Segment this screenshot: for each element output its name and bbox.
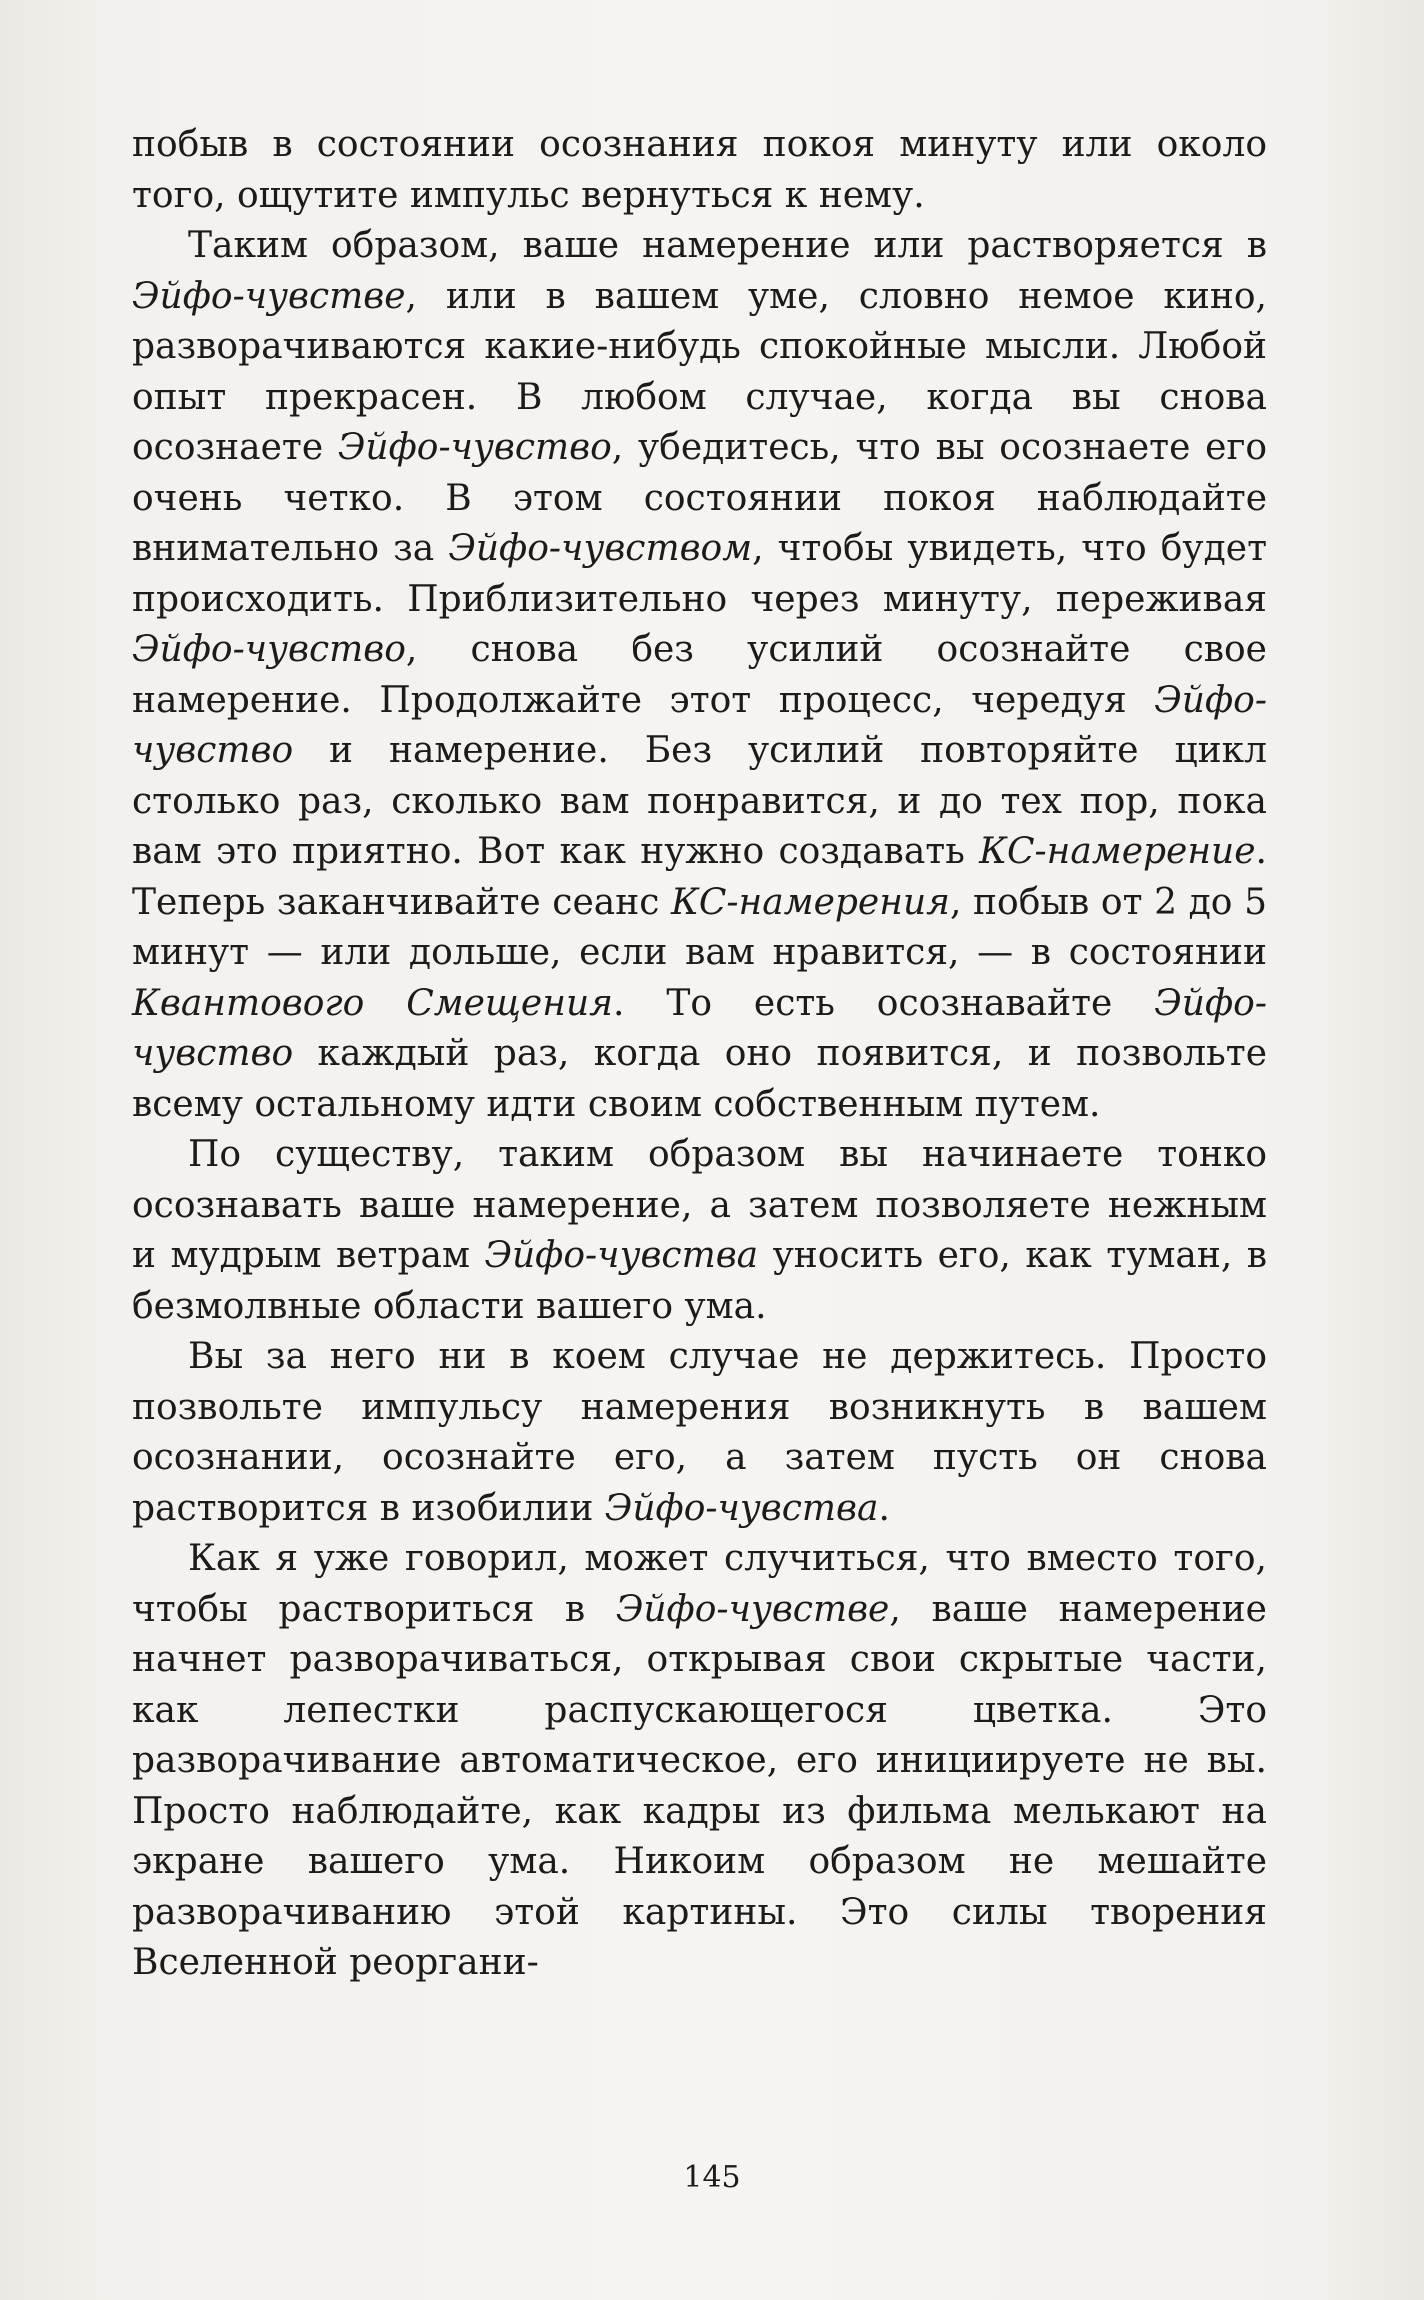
text-run: , побыв от 2 до 5 минут — или дольше, если вам нравится, — в состоянии xyxy=(132,881,1267,973)
body-text xyxy=(132,120,1267,1989)
italic-phrase: Эйфо-чувства xyxy=(484,1235,759,1276)
paragraph-5 xyxy=(132,1534,1267,1989)
text-run: , снова без усилий осознайте свое намерение. Продолжайте этот процесс, чередуя xyxy=(132,629,1267,721)
text-run: Вы за него ни в коем случае не держитесь. Просто позвольте импульсу намерения возникнуть в вашем осознании, осознайте его, а затем пусть он снова растворится в изобилии xyxy=(132,1336,1267,1529)
italic-phrase: Эйфо-чувство xyxy=(132,679,1267,771)
paragraph-4 xyxy=(132,1332,1267,1534)
paragraph-3 xyxy=(132,1130,1267,1332)
text-run: , или в вашем уме, словно немое кино, разворачиваются какие-нибудь спокойные мысли. Любой опыт прекрасен. В любом случае, когда вы снова осознаете xyxy=(132,275,1267,468)
italic-phrase: Эйфо-чувства xyxy=(604,1487,879,1529)
italic-phrase: Эйфо-чувство xyxy=(132,982,1268,1074)
italic-phrase: Эйфо-чувство xyxy=(132,629,406,670)
italic-phrase: Эйфо-чувстве xyxy=(615,1588,890,1630)
italic-phrase: КС-намерения xyxy=(670,881,950,923)
page-number: 145 xyxy=(683,2160,741,2195)
italic-phrase: Квантового Смещения xyxy=(132,982,613,1024)
text-run: . То есть осознавайте xyxy=(612,982,1155,1024)
text-run: , чтобы увидеть, что будет происходить. Приблизительно через минуту, переживая xyxy=(132,528,1267,620)
italic-phrase: Эйфо-чувство xyxy=(337,427,612,468)
text-run: Таким образом, ваше намерение или растворяется в xyxy=(188,225,1267,266)
paragraph-1 xyxy=(132,120,1267,221)
italic-phrase: КС-намерение xyxy=(979,831,1256,872)
text-run: . Теперь заканчивайте сеанс xyxy=(132,831,1267,923)
text-run: побыв в состоянии осознания покоя минуту или около того, ощутите импульс вернуться к нему. xyxy=(132,124,1267,216)
text-run: уносить его, как туман, в безмолвные области вашего ума. xyxy=(132,1235,1267,1327)
paragraph-2 xyxy=(132,221,1267,1130)
text-run: и намерение. Без усилий повторяйте цикл столько раз, сколько вам понравится, и до тех пор, пока вам это приятно. Вот как нужно создавать xyxy=(132,730,1267,872)
text-run: По существу, таким образом вы начинаете тонко осознавать ваше намерение, а затем позволяете нежным и мудрым ветрам xyxy=(132,1134,1267,1276)
text-run: Как я уже говорил, может случиться, что вместо того, чтобы раствориться в xyxy=(132,1538,1267,1630)
text-run: . xyxy=(878,1487,890,1529)
text-run: , убедитесь, что вы осознаете его очень четко. В этом состоянии покоя наблюдайте внимательно за xyxy=(132,427,1267,569)
text-run: , ваше намерение начнет разворачиваться, открывая свои скрытые части, как лепестки распускающегося цветка. Это разворачивание автоматическое, его инициируете не вы. Просто наблюдайте, как кадры из фильма мелькают на экране вашего ума. Никоим образом не мешайте разворачиванию этой картины. Это силы творения Вселенной реоргани- xyxy=(132,1588,1267,1983)
italic-phrase: Эйфо-чувством xyxy=(448,528,753,569)
text-run: каждый раз, когда оно появится, и позвольте всему остальному идти своим собственным путем. xyxy=(132,1033,1267,1125)
italic-phrase: Эйфо-чувстве xyxy=(132,275,406,317)
